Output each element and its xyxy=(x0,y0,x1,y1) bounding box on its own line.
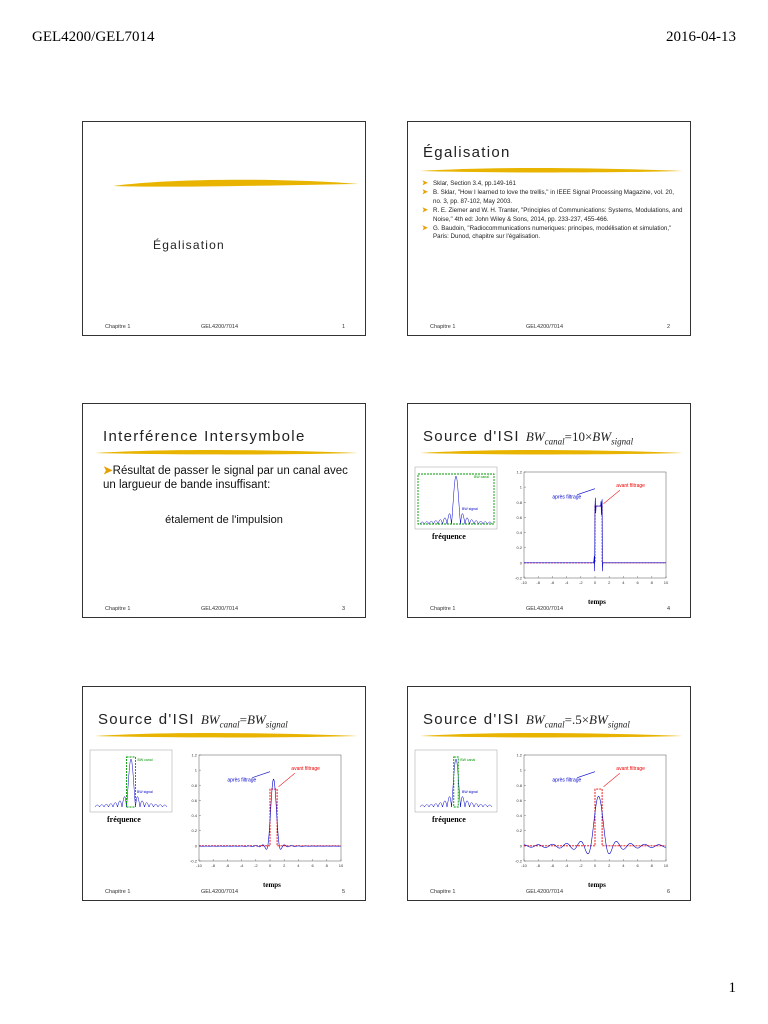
list-item: ➤ R. E. Ziemer and W. H. Tranter, "Principles of Communications: Systems, Modulations, and Noise," 4th ed: John Wiley & Sons, 2014, pp. 233-237, 455-466. xyxy=(422,207,683,223)
after-filter-label: après filtrage xyxy=(552,777,582,784)
list-item: ➤ B. Sklar, "How I learned to love the trellis," in IEEE Signal Processing Magazine, vol. 20, no. 3, pp. 87-102, May 2003. xyxy=(422,189,675,205)
after-filter-arrow xyxy=(577,489,595,495)
bandwidth-relation: $BW_{canal}=.5\times BW_{signal}$ xyxy=(525,712,630,730)
signal-bw-label: BW signal xyxy=(462,790,478,794)
time-response-plot xyxy=(506,466,681,606)
y-tick-label: 1.2 xyxy=(516,752,522,758)
x-tick-label: 8 xyxy=(325,863,328,868)
x-tick-label: -2 xyxy=(254,863,258,868)
frequency-label: fréquence xyxy=(432,532,466,541)
x-tick-label: -6 xyxy=(550,580,555,585)
slide-footer-chapter: Chapitre 1 xyxy=(105,324,131,330)
y-tick-label: 0.2 xyxy=(191,828,197,834)
slide-1 xyxy=(82,121,366,336)
slide-footer-course: GEL4200/7014 xyxy=(201,889,239,895)
x-tick-label: -8 xyxy=(536,580,540,585)
x-tick-label: -10 xyxy=(521,863,527,868)
after-filter-arrow xyxy=(577,772,595,778)
slide-title: Égalisation xyxy=(153,238,225,252)
x-tick-label: -4 xyxy=(239,863,244,868)
after-filter-label: après filtrage xyxy=(227,777,257,784)
frequency-inset-plot xyxy=(89,749,173,813)
slide-footer-number: 6 xyxy=(666,889,670,895)
swoosh-decoration xyxy=(83,447,365,461)
page-number: 1 xyxy=(728,980,736,996)
slide-title: Égalisation xyxy=(423,144,511,161)
x-tick-label: -8 xyxy=(211,863,215,868)
slide-title: Source d'ISI $BW_{canal}=10\times BW_{signal}$ xyxy=(423,428,634,447)
canal-bw-label: BW canal xyxy=(460,758,476,762)
y-tick-label: 1 xyxy=(519,767,522,773)
slide-footer-number: 1 xyxy=(341,324,345,330)
swoosh-decoration xyxy=(408,730,690,744)
list-item: ➤ G. Baudoin, "Radiocommunications numeriques: principes, modélisation et simulation," Paris: Dunod, chapitre sur l'égalisation. xyxy=(422,225,672,241)
slide-footer-course: GEL4200/7014 xyxy=(526,889,564,895)
slide-footer-course: GEL4200/7014 xyxy=(526,606,564,612)
chevron-right-icon: ➤ xyxy=(103,465,113,477)
time-response-plot xyxy=(506,749,681,889)
slide-footer-course: GEL4200/7014 xyxy=(526,324,564,330)
y-tick-label: -0.2 xyxy=(190,858,197,864)
slide-3 xyxy=(82,403,366,618)
swoosh-decoration xyxy=(83,730,365,744)
frequency-label: fréquence xyxy=(107,815,141,824)
canal-bw-label: BW canal xyxy=(474,475,489,479)
slide-footer-chapter: Chapitre 1 xyxy=(430,606,456,612)
x-tick-label: 6 xyxy=(311,863,314,868)
x-tick-label: 8 xyxy=(650,863,653,868)
reference-list xyxy=(422,180,684,243)
document-header-date: 2016-04-13 xyxy=(666,29,736,45)
swoosh-decoration xyxy=(83,172,365,202)
y-tick-label: -0.2 xyxy=(515,575,522,581)
frequency-inset-plot xyxy=(414,466,498,530)
x-tick-label: 4 xyxy=(297,863,300,868)
slide-title: Source d'ISI $BW_{canal}=BW_{signal}$ xyxy=(98,711,288,730)
before-filter-label: avant filtrage xyxy=(616,766,645,773)
chevron-right-icon: ➤ xyxy=(422,207,428,215)
after-filter-arrow xyxy=(252,772,270,778)
slide-footer-chapter: Chapitre 1 xyxy=(430,889,456,895)
x-tick-label: 4 xyxy=(622,863,625,868)
x-tick-label: -6 xyxy=(550,863,555,868)
x-tick-label: 0 xyxy=(268,863,272,868)
before-filter-arrow xyxy=(279,773,295,787)
y-tick-label: 0.6 xyxy=(191,797,197,803)
before-filter-arrow xyxy=(604,490,620,504)
slide-footer-chapter: Chapitre 1 xyxy=(430,324,456,330)
x-tick-label: 2 xyxy=(608,580,611,585)
x-tick-label: 0 xyxy=(593,580,597,585)
slide-footer-chapter: Chapitre 1 xyxy=(105,606,131,612)
y-tick-label: 0.4 xyxy=(191,813,197,819)
time-axis-label: temps xyxy=(588,881,606,889)
y-tick-label: 0.2 xyxy=(516,545,522,551)
y-tick-label: 0 xyxy=(519,843,522,849)
slide-title: Interférence Intersymbole xyxy=(103,428,306,445)
x-tick-label: 8 xyxy=(650,580,653,585)
y-tick-label: 0.6 xyxy=(516,797,522,803)
signal-bw-label: BW signal xyxy=(462,507,478,511)
x-tick-label: -10 xyxy=(196,863,202,868)
y-tick-label: 1.2 xyxy=(191,752,197,758)
signal-bw-label: BW signal xyxy=(137,790,153,794)
bullet-text: ➤Résultat de passer le signal par un canal avec un largueur de bande insuffisant: xyxy=(103,465,348,491)
x-tick-label: -10 xyxy=(521,580,527,585)
time-response-plot xyxy=(181,749,356,889)
y-tick-label: 0.8 xyxy=(516,782,522,788)
slide-footer-number: 4 xyxy=(666,606,670,612)
before-filter-label: avant filtrage xyxy=(291,766,320,773)
y-tick-label: 0 xyxy=(194,843,197,849)
slide-footer-number: 5 xyxy=(341,889,345,895)
slide-footer-number: 2 xyxy=(666,324,670,330)
x-tick-label: -2 xyxy=(579,863,583,868)
y-tick-label: 0.6 xyxy=(516,514,522,520)
swoosh-decoration xyxy=(408,447,690,461)
time-axis-label: temps xyxy=(588,598,606,606)
bullet-subline: étalement de l'impulsion xyxy=(165,514,283,526)
x-tick-label: -4 xyxy=(564,863,569,868)
pulse-before-filter xyxy=(524,789,666,846)
y-tick-label: 0.2 xyxy=(516,828,522,834)
y-tick-label: 0.4 xyxy=(516,530,522,536)
slide-footer-course: GEL4200/7014 xyxy=(201,324,239,330)
slide-2 xyxy=(407,121,691,336)
x-tick-label: 6 xyxy=(636,580,639,585)
y-tick-label: 0.8 xyxy=(191,782,197,788)
before-filter-arrow xyxy=(604,773,620,787)
x-tick-label: -6 xyxy=(225,863,230,868)
slide-footer-number: 3 xyxy=(341,606,345,612)
slide-footer-chapter: Chapitre 1 xyxy=(105,889,131,895)
y-tick-label: 1 xyxy=(194,767,197,773)
canal-bw-label: BW canal xyxy=(137,758,153,762)
x-tick-label: -2 xyxy=(579,580,583,585)
time-axis-label: temps xyxy=(263,881,281,889)
slide-title: Source d'ISI $BW_{canal}=.5\times BW_{signal}$ xyxy=(423,711,630,730)
x-tick-label: 10 xyxy=(663,580,669,585)
slide-footer-course: GEL4200/7014 xyxy=(201,606,239,612)
slide-5 xyxy=(82,686,366,901)
chevron-right-icon: ➤ xyxy=(422,180,428,187)
x-tick-label: 10 xyxy=(663,863,669,868)
x-tick-label: -8 xyxy=(536,863,540,868)
y-tick-label: 1.2 xyxy=(516,469,522,475)
response-after-filter xyxy=(524,498,666,571)
y-tick-label: 0.4 xyxy=(516,813,522,819)
chevron-right-icon: ➤ xyxy=(422,225,428,233)
after-filter-label: après filtrage xyxy=(552,494,582,501)
bandwidth-relation: $BW_{canal}=10\times BW_{signal}$ xyxy=(525,429,634,447)
y-tick-label: 0 xyxy=(519,560,522,566)
document-header-course: GEL4200/GEL7014 xyxy=(32,29,155,45)
x-tick-label: 2 xyxy=(283,863,286,868)
y-tick-label: -0.2 xyxy=(515,858,522,864)
x-tick-label: 4 xyxy=(622,580,625,585)
frequency-label: fréquence xyxy=(432,815,466,824)
before-filter-label: avant filtrage xyxy=(616,483,645,490)
x-tick-label: -4 xyxy=(564,580,569,585)
x-tick-label: 2 xyxy=(608,863,611,868)
x-tick-label: 10 xyxy=(338,863,344,868)
y-tick-label: 0.8 xyxy=(516,499,522,505)
chevron-right-icon: ➤ xyxy=(422,189,428,197)
y-tick-label: 1 xyxy=(519,484,522,490)
slide-6 xyxy=(407,686,691,901)
bandwidth-relation: $BW_{canal}=BW_{signal}$ xyxy=(200,712,288,730)
list-item: ➤ Sklar, Section 3.4, pp.149-161 xyxy=(422,180,516,187)
slide-4 xyxy=(407,403,691,618)
swoosh-decoration xyxy=(408,165,690,179)
x-tick-label: 0 xyxy=(593,863,597,868)
x-tick-label: 6 xyxy=(636,863,639,868)
frequency-inset-plot xyxy=(414,749,498,813)
